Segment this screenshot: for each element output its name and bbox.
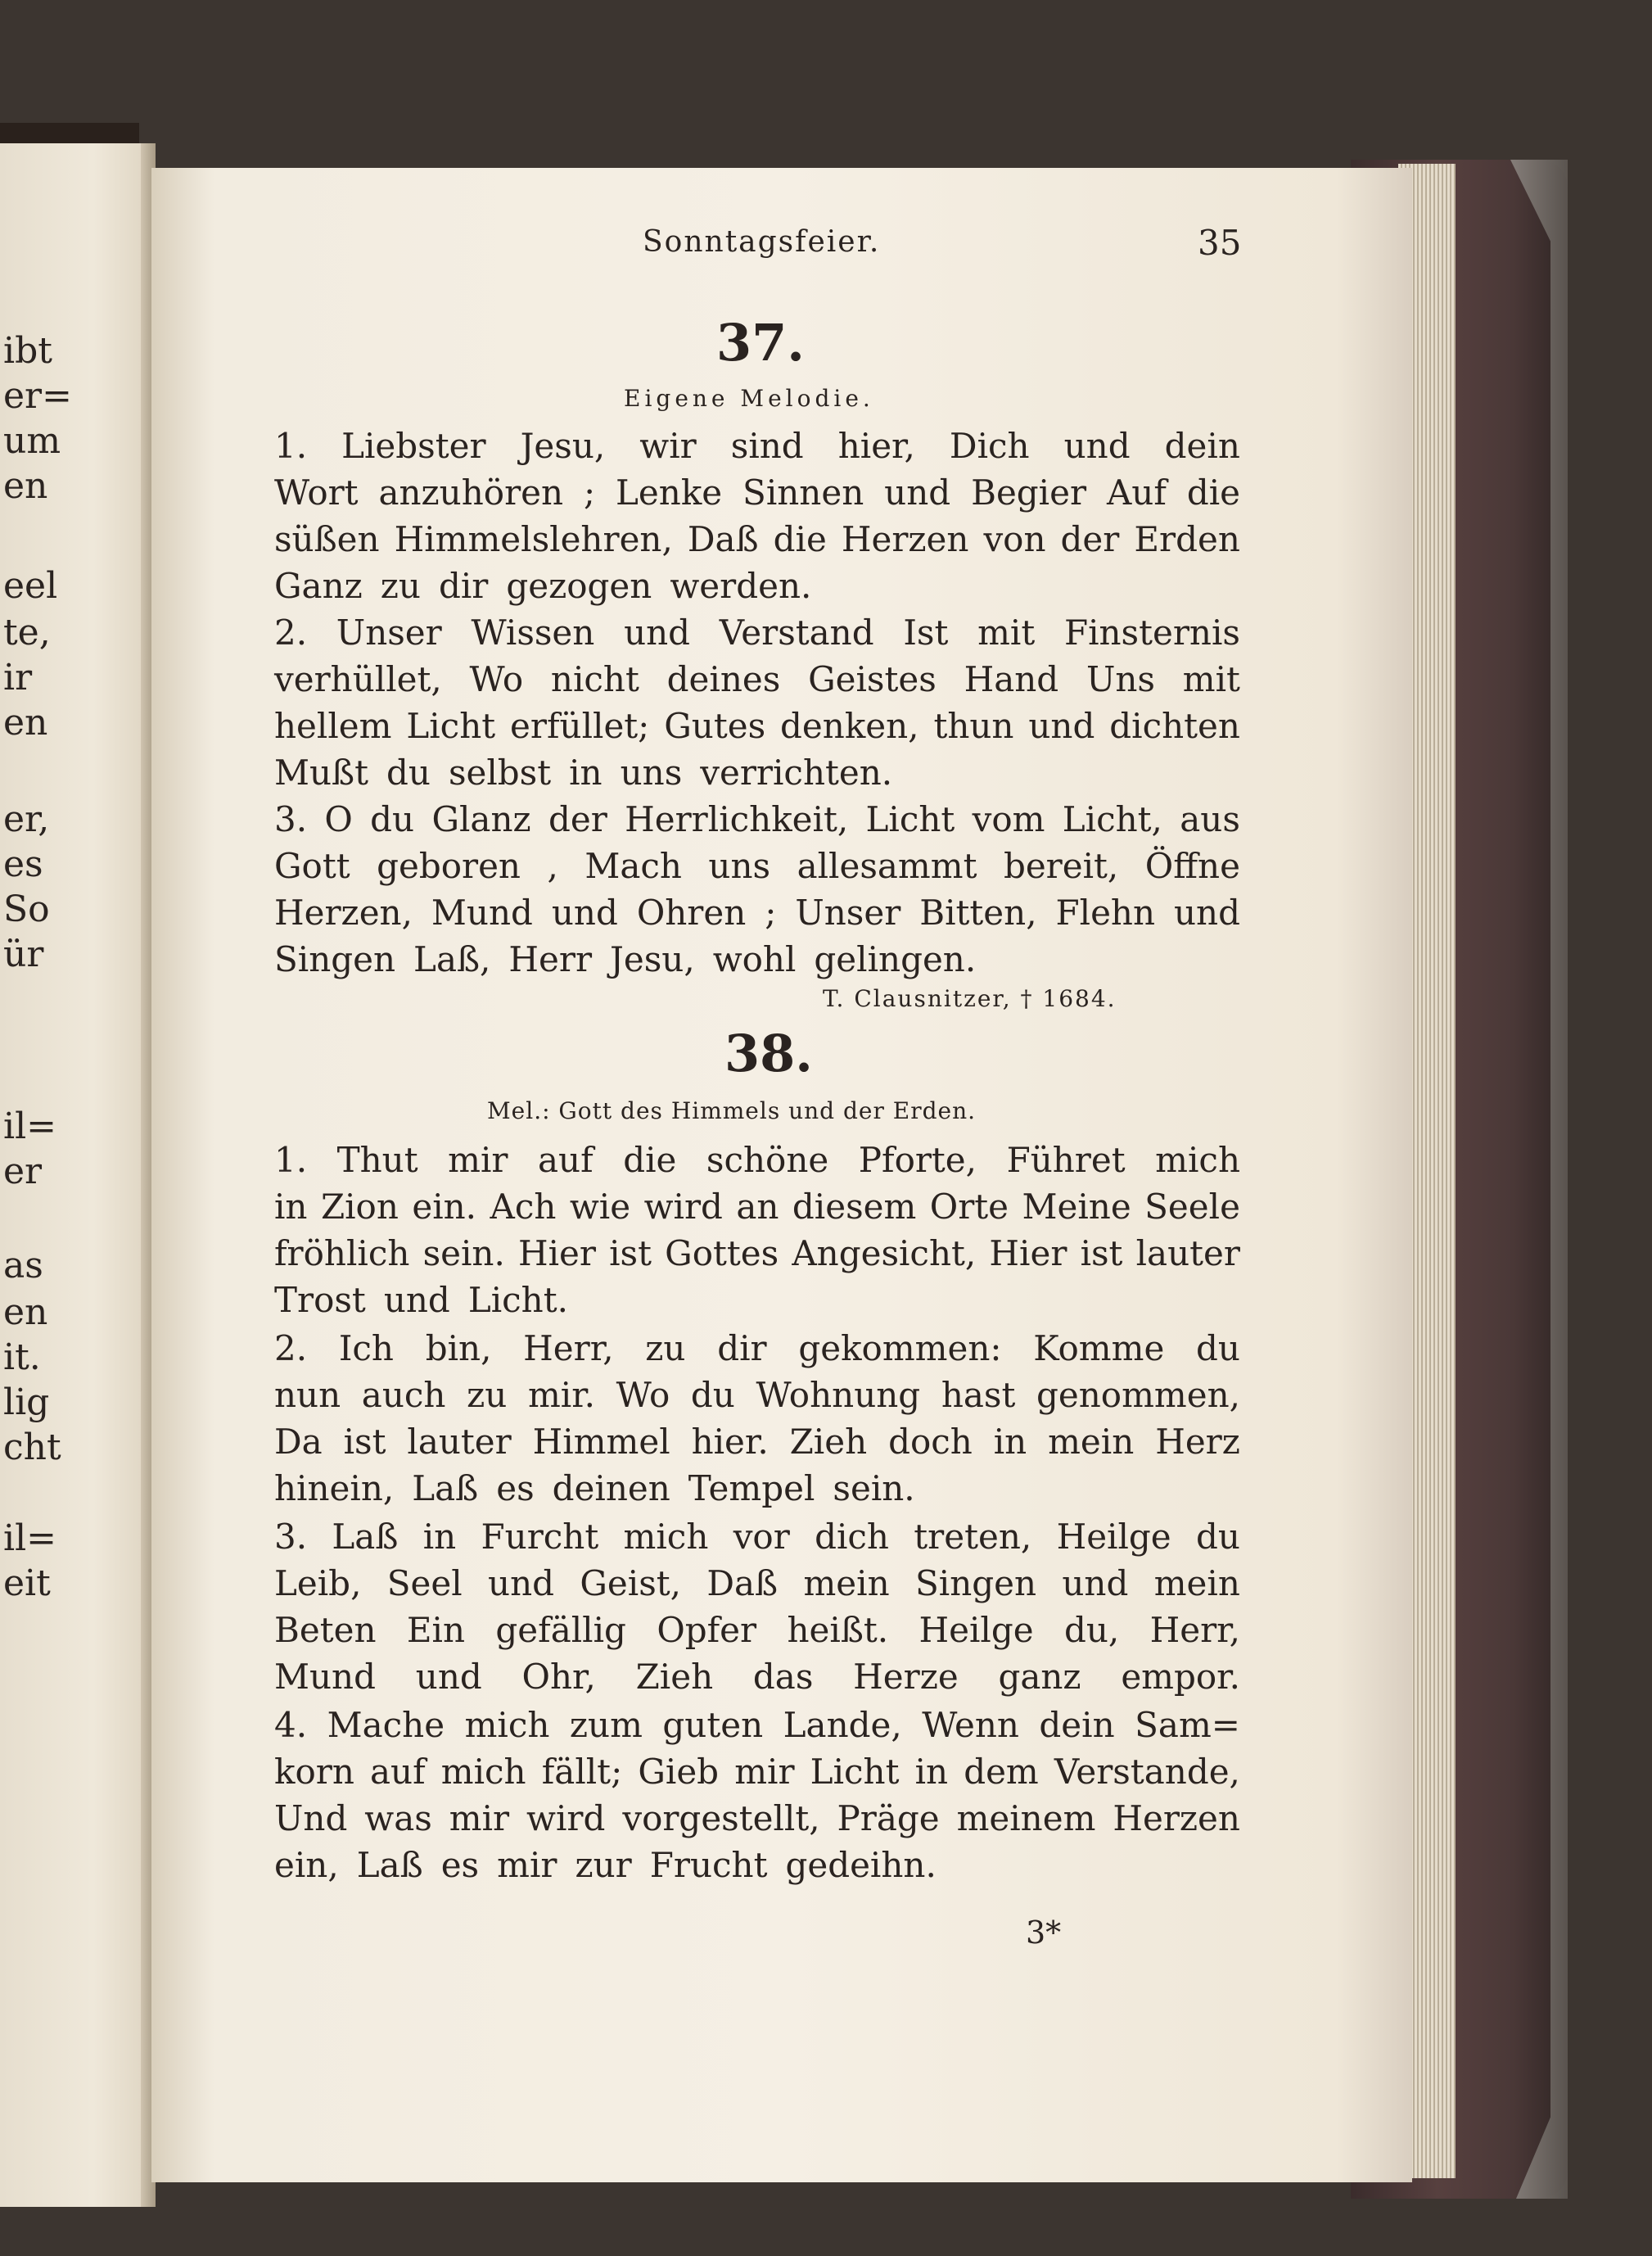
left-fragment: it. [3, 1336, 41, 1378]
hymn-37-number: 37. [716, 313, 805, 373]
hymn-37-line: süßen Himmelslehren, Daß die Herzen von der Erden [274, 519, 1240, 559]
hymn-37-line: Herzen, Mund und Ohren ; Unser Bitten, Flehn und [274, 893, 1240, 933]
left-fragment: il= [3, 1517, 57, 1559]
hymn-38-line: fröhlich sein. Hier ist Gottes Angesicht, Hier ist lauter [274, 1233, 1240, 1273]
left-page-text [0, 143, 156, 2207]
hymn-38-melody: Mel.: Gott des Himmels und der Erden. [487, 1097, 977, 1124]
left-fragment: en [3, 702, 48, 744]
hymn-38-number: 38. [724, 1024, 813, 1083]
hymn-38-line: Da ist lauter Himmel hier. Zieh doch in mein Herz [274, 1422, 1240, 1462]
hymn-37-line: Singen Laß, Herr Jesu, wohl gelingen. [274, 939, 977, 979]
hymn-38-line: 3. Laß in Furcht mich vor dich treten, Heilge du [274, 1517, 1240, 1557]
running-header: Sonntagsfeier. [643, 225, 881, 259]
hymn-37-line: 1. Liebster Jesu, wir sind hier, Dich und dein [274, 426, 1240, 466]
hymn-37-line: Ganz zu dir gezogen werden. [274, 566, 812, 606]
left-fragment: ibt [3, 330, 52, 372]
left-fragment: er, [3, 798, 50, 840]
left-fragment: il= [3, 1105, 57, 1147]
left-fragment: eel [3, 565, 58, 607]
hymn-37-author: T. Clausnitzer, † 1684. [823, 985, 1117, 1012]
left-fragment: er= [3, 375, 72, 417]
hymn-37-line: 3. O du Glanz der Herrlichkeit, Licht vom Licht, aus [274, 799, 1240, 839]
hymn-38-line: hinein, Laß es deinen Tempel sein. [274, 1468, 915, 1508]
hymn-38-line: korn auf mich fällt; Gieb mir Licht in dem Verstande, [274, 1752, 1240, 1792]
hymn-38-line: ein, Laß es mir zur Frucht gedeihn. [274, 1845, 937, 1885]
hymn-38-line: in Zion ein. Ach wie wird an diesem Orte Meine Seele [274, 1187, 1240, 1227]
left-fragment: lig [3, 1381, 50, 1423]
hymn-38-line: nun auch zu mir. Wo du Wohnung hast genommen, [274, 1375, 1240, 1415]
page-number: 35 [1198, 223, 1242, 263]
hymn-38-line: Mund und Ohr, Zieh das Herze ganz empor. [274, 1657, 1240, 1697]
hymn-38-line: Beten Ein gefällig Opfer heißt. Heilge du, Herr, [274, 1610, 1240, 1650]
left-fragment: te, [3, 612, 51, 653]
left-fragment: eit [3, 1562, 51, 1604]
left-fragment: um [3, 420, 61, 462]
hymn-37-line: verhüllet, Wo nicht deines Geistes Hand Uns mit [274, 659, 1240, 699]
hymn-38-line: Und was mir wird vorgestellt, Präge meinem Herzen [274, 1798, 1240, 1838]
left-fragment: es [3, 843, 43, 885]
left-fragment: en [3, 1291, 48, 1333]
left-fragment: en [3, 465, 48, 507]
hymn-38-line: 4. Mache mich zum guten Lande, Wenn dein Sam= [274, 1705, 1240, 1745]
spine-shadow [0, 123, 139, 146]
left-fragment: ir [3, 657, 33, 699]
hymn-37-line: hellem Licht erfüllet; Gutes denken, thun und dichten [274, 706, 1240, 746]
signature-mark: 3* [1026, 1915, 1062, 1951]
left-fragment: er [3, 1151, 43, 1192]
hymn-37-line: Wort anzuhören ; Lenke Sinnen und Begier Auf die [274, 472, 1240, 513]
left-fragment: as [3, 1245, 43, 1286]
hymn-37-line: Mußt du selbst in uns verrichten. [274, 753, 893, 793]
hymn-38-line: 2. Ich bin, Herr, zu dir gekommen: Komme du [274, 1328, 1240, 1368]
left-fragment: ür [3, 934, 44, 975]
left-page [0, 143, 156, 2207]
hymn-37-melody: Eigene Melodie. [624, 385, 874, 412]
left-fragment: So [3, 888, 50, 930]
hymn-38-line: Leib, Seel und Geist, Daß mein Singen und mein [274, 1563, 1240, 1603]
hymn-37-line: 2. Unser Wissen und Verstand Ist mit Finsternis [274, 613, 1240, 653]
hymn-38-line: 1. Thut mir auf die schöne Pforte, Führet mich [274, 1140, 1240, 1180]
hymn-37-line: Gott geboren , Mach uns allesammt bereit, Öffne [274, 846, 1240, 886]
hymn-38-line: Trost und Licht. [274, 1280, 568, 1320]
left-fragment: cht [3, 1426, 61, 1468]
